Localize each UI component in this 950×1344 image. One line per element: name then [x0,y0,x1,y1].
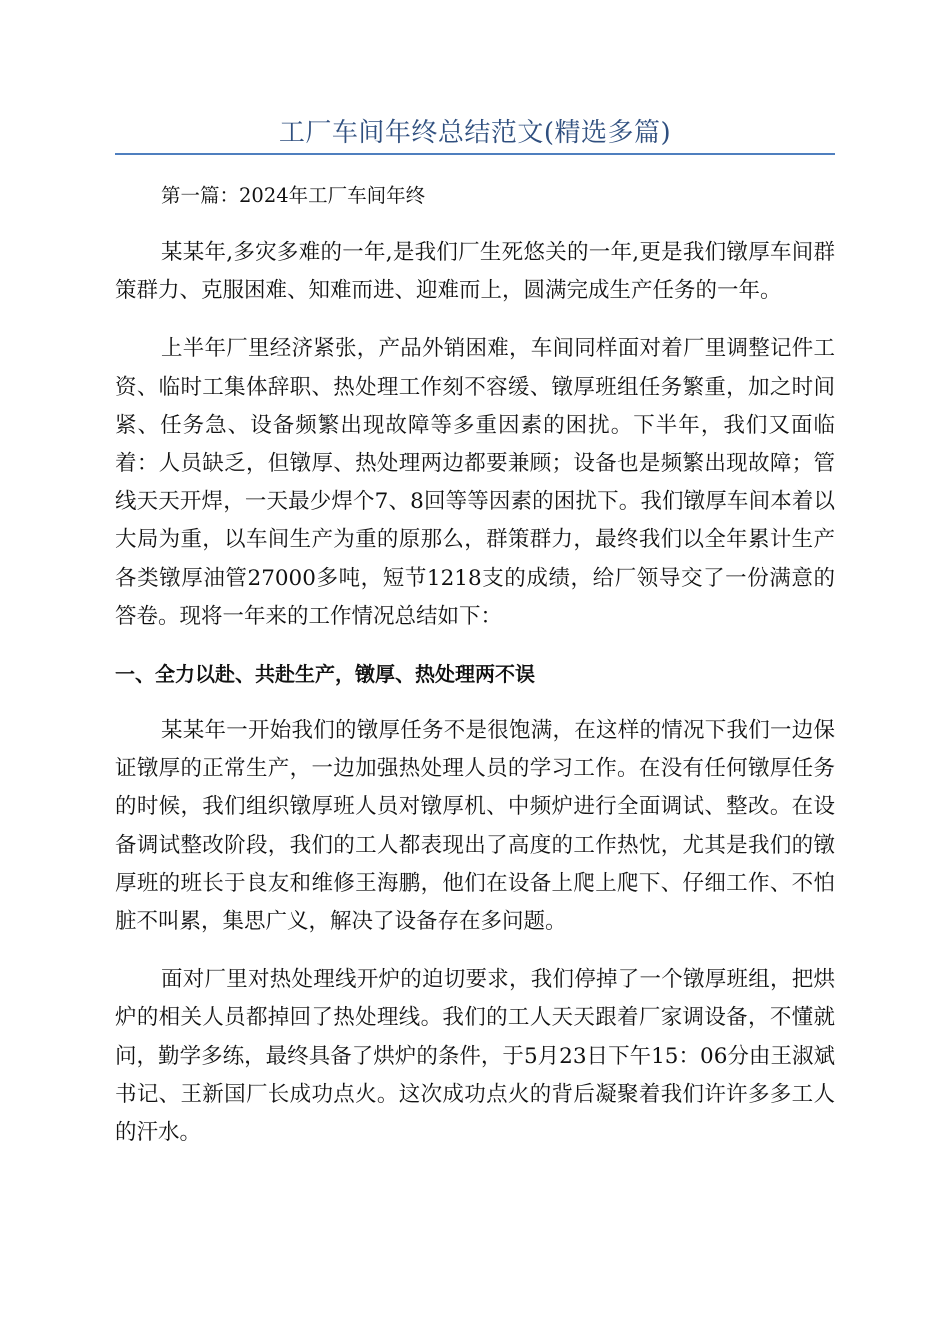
paragraph-ignition: 面对厂里对热处理线开炉的迫切要求，我们停掉了一个镦厚班组，把烘炉的相关人员都掉回了热处理线。我们的工人天天跟着厂家调设备，不懂就问，勤学多练，最终具备了烘炉的条件，于5月23日下午15：06分由王淑斌书记、王新国厂长成功点火。这次成功点火的背后凝聚着我们许许多多工人的汗水。 [115,967,835,1146]
paragraph-spacer [115,310,835,330]
paragraph-intro: 某某年,多灾多难的一年,是我们厂生死悠关的一年,更是我们镦厚车间群策群力、克服困难、知难而进、迎难而上，圆满完成生产任务的一年。 [115,240,835,304]
paragraph-spacer [115,693,835,712]
paragraph-spacer [115,941,835,961]
document-body [115,177,835,1152]
paragraph-spacer [115,215,835,234]
paragraph-equipment: 某某年一开始我们的镦厚任务不是很饱满，在这样的情况下我们一边保证镦厚的正常生产，一边加强热处理人员的学习工作。在没有任何镦厚任务的时候，我们组织镦厚班人员对镦厚机、中频炉进行全面调试、整改。在设备调试整改阶段，我们的工人都表现出了高度的工作热忱，尤其是我们的镦厚班的班长于良友和维修王海鹏，他们在设备上爬上爬下、仔细工作、不怕脏不叫累，集思广义，解决了设备存在多问题。 [115,718,835,935]
section-heading: 一、全力以赴、共赴生产，镦厚、热处理两不误 [115,662,535,687]
document-title: 工厂车间年终总结范文(精选多篇) [278,118,672,148]
article-subheading: 第一篇：2024年工厂车间年终 [161,184,426,207]
title-underline [115,153,835,155]
paragraph-spacer [115,636,835,655]
paragraph-overview: 上半年厂里经济紧张，产品外销困难，车间同样面对着厂里调整记件工资、临时工集体辞职、热处理工作刻不容缓、镦厚班组任务繁重，加之时间紧、任务急、设备频繁出现故障等多重因素的困扰。下半年，我们又面临着：人员缺乏，但镦厚、热处理两边都要兼顾；设备也是频繁出现故障；管线天天开焊，一天最少焊个7、8回等等因素的困扰下。我们镦厚车间本着以大局为重，以车间生产为重的原那么，群策群力，最终我们以全年累计生产各类镦厚油管27000多吨，短节1218支的成绩，给厂领导交了一份满意的答卷。现将一年来的工作情况总结如下： [115,336,835,629]
